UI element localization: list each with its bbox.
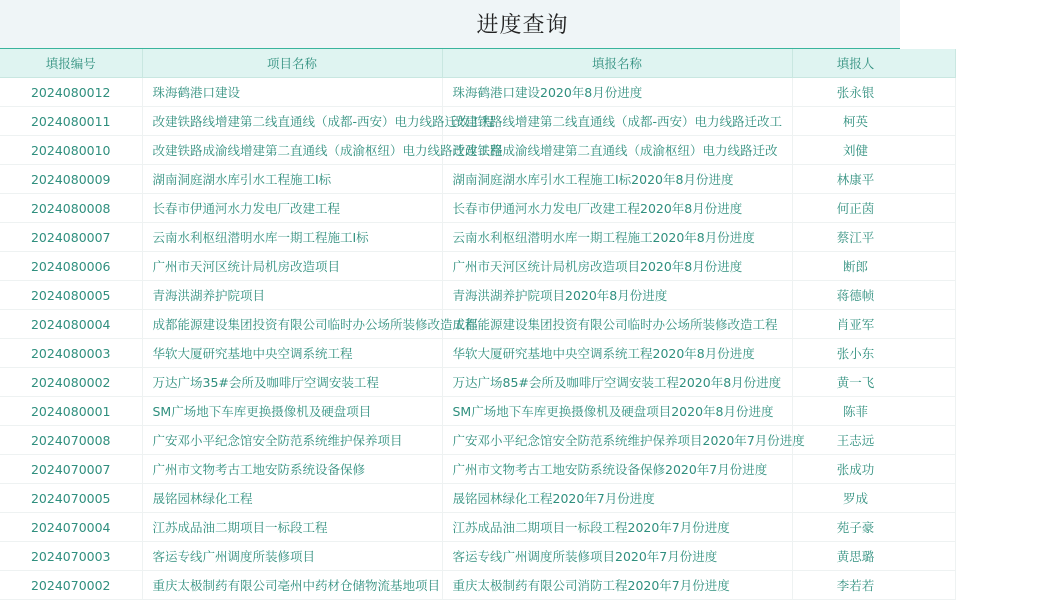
cell-person-label: 苑子豪 — [836, 520, 875, 535]
cell-person — [792, 571, 955, 600]
cell-report-name: 云南水利枢纽潜明水库一期工程施工2020年8月份进度 — [442, 223, 792, 252]
cell-report-name: 成都能源建设集团投资有限公司临时办公场所装修改造工程 — [442, 310, 792, 339]
cell-code: 2024080011 — [0, 107, 142, 136]
cell-project-name: 重庆太极制药有限公司亳州中药材仓储物流基地项目 — [142, 571, 442, 600]
cell-project-name: 长春市伊通河水力发电厂改建工程 — [142, 194, 442, 223]
page-header — [0, 0, 900, 49]
cell-project-name: 改建铁路成渝线增建第二直通线（成渝枢纽）电力线路迁改工程 — [142, 136, 442, 165]
table-row[interactable] — [0, 136, 955, 165]
table-row[interactable] — [0, 571, 955, 600]
table-row[interactable] — [0, 252, 955, 281]
cell-project-name: 珠海鹤港口建设 — [142, 78, 442, 107]
table-row[interactable] — [0, 455, 955, 484]
cell-report-name: 客运专线广州调度所装修项目2020年7月份进度 — [442, 542, 792, 571]
cell-person — [792, 194, 955, 223]
cell-person — [792, 455, 955, 484]
table-row[interactable] — [0, 310, 955, 339]
column-header-person[interactable] — [792, 49, 955, 78]
table-row[interactable] — [0, 513, 955, 542]
table-row[interactable] — [0, 368, 955, 397]
cell-project-name: 云南水利枢纽潜明水库一期工程施工I标 — [142, 223, 442, 252]
cell-person-label: 黄一飞 — [836, 375, 875, 390]
cell-code: 2024070003 — [0, 542, 142, 571]
cell-project-name: 广安邓小平纪念馆安全防范系统维护保养项目 — [142, 426, 442, 455]
cell-code: 2024070008 — [0, 426, 142, 455]
table-row[interactable] — [0, 397, 955, 426]
cell-person-label: 刘健 — [842, 143, 868, 158]
cell-code: 2024080009 — [0, 165, 142, 194]
cell-project-name: 客运专线广州调度所装修项目 — [142, 542, 442, 571]
cell-code: 2024080002 — [0, 368, 142, 397]
cell-code: 2024080001 — [0, 397, 142, 426]
cell-report-name: SM广场地下车库更换摄像机及硬盘项目2020年8月份进度 — [442, 397, 792, 426]
cell-code: 2024080008 — [0, 194, 142, 223]
cell-code: 2024070002 — [0, 571, 142, 600]
table-row[interactable] — [0, 194, 955, 223]
cell-person — [792, 513, 955, 542]
table-row[interactable] — [0, 165, 955, 194]
cell-person — [792, 310, 955, 339]
cell-code: 2024080012 — [0, 78, 142, 107]
cell-project-name: SM广场地下车库更换摄像机及硬盘项目 — [142, 397, 442, 426]
cell-project-name: 广州市文物考古工地安防系统设备保修 — [142, 455, 442, 484]
page-title: 进度查询 — [476, 13, 569, 38]
cell-person — [792, 252, 955, 281]
table-header-row — [0, 49, 955, 78]
cell-person-label: 黄思璐 — [836, 549, 875, 564]
cell-project-name: 万达广场35#会所及咖啡厅空调安装工程 — [142, 368, 442, 397]
cell-project-name: 晟铭园林绿化工程 — [142, 484, 442, 513]
cell-report-name: 珠海鹤港口建设2020年8月份进度 — [442, 78, 792, 107]
column-header-code[interactable]: 填报编号 — [0, 49, 142, 78]
cell-person-label: 罗成 — [842, 491, 868, 506]
cell-report-name: 长春市伊通河水力发电厂改建工程2020年8月份进度 — [442, 194, 792, 223]
column-header-project-name[interactable]: 项目名称 — [142, 49, 442, 78]
table-row[interactable] — [0, 78, 955, 107]
cell-code: 2024070007 — [0, 455, 142, 484]
cell-person — [792, 165, 955, 194]
cell-project-name: 江苏成品油二期项目一标段工程 — [142, 513, 442, 542]
table-row[interactable] — [0, 281, 955, 310]
cell-report-name: 湖南洞庭湖水库引水工程施工I标2020年8月份进度 — [442, 165, 792, 194]
cell-report-name: 改建铁路成渝线增建第二直通线（成渝枢纽）电力线路迁改 — [442, 136, 792, 165]
cell-person — [792, 426, 955, 455]
cell-report-name: 广州市天河区统计局机房改造项目2020年8月份进度 — [442, 252, 792, 281]
table-body — [0, 78, 955, 600]
cell-project-name: 改建铁路线增建第二线直通线（成都-西安）电力线路迁改工程 — [142, 107, 442, 136]
cell-code: 2024080010 — [0, 136, 142, 165]
cell-person-label: 王志远 — [836, 433, 875, 448]
cell-person — [792, 339, 955, 368]
cell-person-label: 肖亚军 — [836, 317, 875, 332]
cell-report-name: 晟铭园林绿化工程2020年7月份进度 — [442, 484, 792, 513]
cell-person-label: 张永银 — [836, 85, 875, 100]
cell-person-label: 断郎 — [842, 259, 868, 274]
cell-report-name: 江苏成品油二期项目一标段工程2020年7月份进度 — [442, 513, 792, 542]
table-row[interactable] — [0, 223, 955, 252]
column-header-person-label: 填报人 — [836, 56, 875, 71]
cell-person — [792, 484, 955, 513]
cell-code: 2024070004 — [0, 513, 142, 542]
cell-code: 2024080004 — [0, 310, 142, 339]
table-row[interactable] — [0, 426, 955, 455]
cell-person — [792, 136, 955, 165]
table-row[interactable] — [0, 107, 955, 136]
table-row[interactable] — [0, 339, 955, 368]
cell-report-name: 改建铁路线增建第二线直通线（成都-西安）电力线路迁改工 — [442, 107, 792, 136]
cell-person — [792, 542, 955, 571]
cell-code: 2024080006 — [0, 252, 142, 281]
cell-code: 2024080005 — [0, 281, 142, 310]
cell-report-name: 万达广场85#会所及咖啡厅空调安装工程2020年8月份进度 — [442, 368, 792, 397]
table-row[interactable] — [0, 484, 955, 513]
cell-person-label: 何正茵 — [836, 201, 875, 216]
cell-person-label: 李若若 — [836, 578, 875, 593]
cell-person-label: 张小东 — [836, 346, 875, 361]
cell-person-label: 林康平 — [836, 172, 875, 187]
cell-person — [792, 397, 955, 426]
cell-project-name: 成都能源建设集团投资有限公司临时办公场所装修改造工程 — [142, 310, 442, 339]
cell-code: 2024080007 — [0, 223, 142, 252]
cell-person-label: 蒋德帧 — [836, 288, 875, 303]
column-header-report-name[interactable]: 填报名称 — [442, 49, 792, 78]
cell-person — [792, 223, 955, 252]
cell-person-label: 柯英 — [842, 114, 868, 129]
cell-report-name: 华软大厦研究基地中央空调系统工程2020年8月份进度 — [442, 339, 792, 368]
progress-table-container — [0, 49, 900, 600]
table-row[interactable] — [0, 542, 955, 571]
cell-code: 2024070005 — [0, 484, 142, 513]
cell-report-name: 广安邓小平纪念馆安全防范系统维护保养项目2020年7月份进度 — [442, 426, 792, 455]
cell-person — [792, 78, 955, 107]
cell-person — [792, 368, 955, 397]
cell-person — [792, 107, 955, 136]
cell-person-label: 陈菲 — [842, 404, 868, 419]
cell-project-name: 青海洪湖养护院项目 — [142, 281, 442, 310]
cell-report-name: 重庆太极制药有限公司消防工程2020年7月份进度 — [442, 571, 792, 600]
cell-person-label: 张成功 — [836, 462, 875, 477]
cell-project-name: 湖南洞庭湖水库引水工程施工I标 — [142, 165, 442, 194]
cell-report-name: 广州市文物考古工地安防系统设备保修2020年7月份进度 — [442, 455, 792, 484]
cell-project-name: 广州市天河区统计局机房改造项目 — [142, 252, 442, 281]
cell-person — [792, 281, 955, 310]
cell-project-name: 华软大厦研究基地中央空调系统工程 — [142, 339, 442, 368]
cell-person-label: 蔡江平 — [836, 230, 875, 245]
progress-table — [0, 49, 956, 600]
cell-code: 2024080003 — [0, 339, 142, 368]
cell-report-name: 青海洪湖养护院项目2020年8月份进度 — [442, 281, 792, 310]
